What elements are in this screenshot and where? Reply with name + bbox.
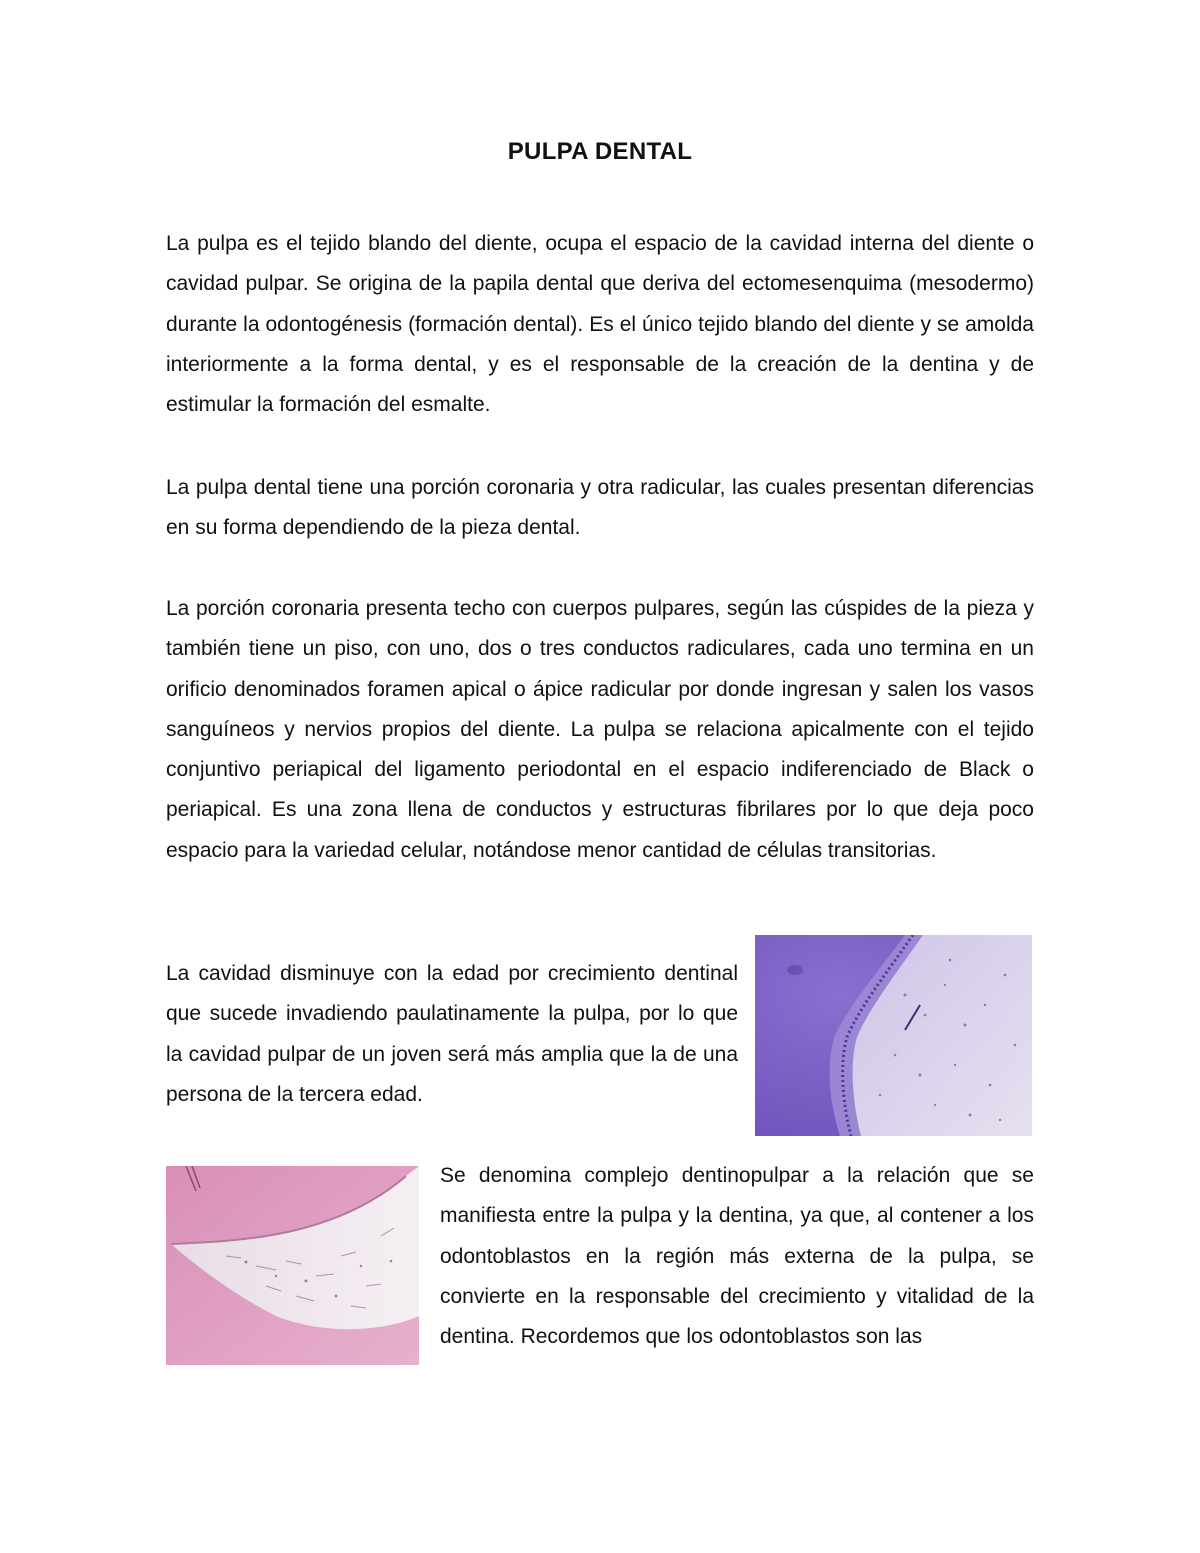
paragraph-cavity-age: La cavidad disminuye con la edad por crecimiento dentinal que sucede invadiendo paulatinamente la pulpa, por lo que la cavidad pulpar de un joven será más amplia que la de una persona de la tercera edad. — [166, 962, 738, 1106]
histology-pink-svg — [166, 1166, 419, 1365]
paragraph-definition: La pulpa es el tejido blando del diente, ocupa el espacio de la cavidad interna del diente o cavidad pulpar. Se origina de la papila dental que deriva del ectomesenquima (mesodermo) durante la odontogénesis (formación dental). Es el único tejido blando del diente y se amolda interiormente a la forma dental, y es el responsable de la creación de la dentina y de estimular la formación del esmalte. — [166, 232, 1034, 417]
page-title: PULPA DENTAL — [507, 138, 693, 165]
histology-image-purple — [755, 935, 1032, 1136]
paragraph-dentinopulpar-complex: Se denomina complejo dentinopulpar a la relación que se manifiesta entre la pulpa y la dentina, ya que, al contener a los odontoblastos en la región más externa de la pulpa, se convierte en la responsable del crecimiento y vitalidad de la dentina. Recordemos que los odontoblastos son las — [440, 1164, 1034, 1349]
histology-purple-svg — [755, 935, 1032, 1136]
histology-image-pink — [166, 1166, 419, 1365]
paragraph-coronal-portion: La porción coronaria presenta techo con cuerpos pulpares, según las cúspides de la pieza y también tiene un piso, con uno, dos o tres conductos radiculares, cada uno termina en un orificio denominados foramen apical o ápice radicular por donde ingresan y salen los vasos sanguíneos y nervios propios del diente. La pulpa se relaciona apicalmente con el tejido conjuntivo periapical del ligamento periodontal en el espacio indiferenciado de Black o periapical. Es una zona llena de conductos y estructuras fibrilares por lo que deja poco espacio para la variedad celular, notándose menor cantidad de células transitorias. — [166, 597, 1034, 862]
paragraph-portions: La pulpa dental tiene una porción coronaria y otra radicular, las cuales presentan diferencias en su forma dependiendo de la pieza dental. — [166, 476, 1034, 540]
